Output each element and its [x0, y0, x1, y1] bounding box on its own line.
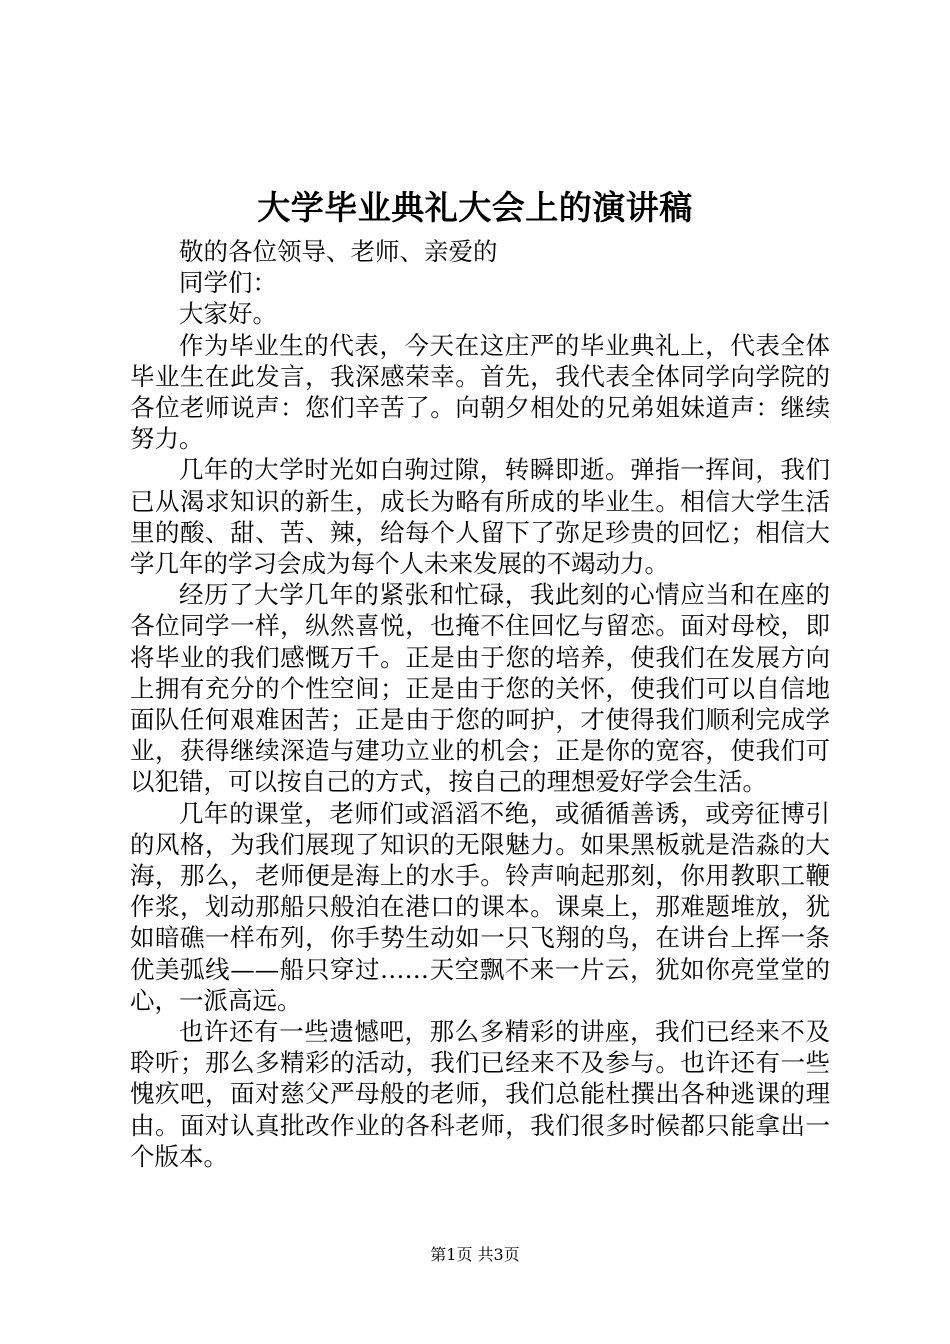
paragraph-college-years: 几年的大学时光如白驹过隙，转瞬即逝。弹指一挥间，我们已从渴求知识的新生，成长为略有所成的毕业生。相信大学生活里的酸、甜、苦、辣，给每个人留下了弥足珍贵的回忆；相信大学几年的学习会成为每个人未来发展的不竭动力。	[130, 455, 830, 579]
paragraph-classroom: 几年的课堂，老师们或滔滔不绝，或循循善诱，或旁征博引的风格，为我们展现了知识的无限魅力。如果黑板就是浩淼的大海，那么，老师便是海上的水手。铃声响起那刻，你用教职工鞭作浆，划动那船只般泊在港口的课本。课桌上，那难题堆放，犹如暗礁一样布列，你手势生动如一只飞翔的鸟，在讲台上挥一条优美弧线——船只穿过……天空飘不来一片云，犹如你亮堂堂的心，一派高远。	[130, 798, 830, 1015]
page-number-footer: 第1页 共3页	[430, 1245, 520, 1264]
paragraph-gratitude: 经历了大学几年的紧张和忙碌，我此刻的心情应当和在座的各位同学一样，纵然喜悦，也掩不住回忆与留恋。面对母校，即将毕业的我们感慨万千。正是由于您的培养，使我们在发展方向上拥有充分的个性空间；正是由于您的关怀，使我们可以自信地面队任何艰难困苦；正是由于您的呵护，才使得我们顺利完成学业，获得继续深造与建功立业的机会；正是你的宽容，使我们可以犯错，可以按自己的方式，按自己的理想爱好学会生活。	[130, 580, 830, 797]
paragraph-introduction: 作为毕业生的代表，今天在这庄严的毕业典礼上，代表全体毕业生在此发言，我深感荣幸。首先，我代表全体同学向学院的各位老师说声：您们辛苦了。向朝夕相处的兄弟姐妹道声：继续努力。	[130, 330, 830, 454]
speech-body	[130, 236, 830, 1172]
paragraph-salutation-cont: 同学们：	[179, 268, 277, 298]
paragraph-regrets: 也许还有一些遗憾吧，那么多精彩的讲座，我们已经来不及聆听；那么多精彩的活动，我们已经来不及参与。也许还有一些愧疚吧，面对慈父严母般的老师，我们总能杜撰出各种逃课的理由。面对认真批改作业的各科老师，我们很多时候都只能拿出一个版本。	[130, 1017, 830, 1171]
page-title: 大学毕业典礼大会上的演讲稿	[257, 188, 693, 227]
paragraph-salutation: 敬的各位领导、老师、亲爱的	[179, 237, 498, 266]
paragraph-greeting: 大家好。	[179, 299, 277, 329]
